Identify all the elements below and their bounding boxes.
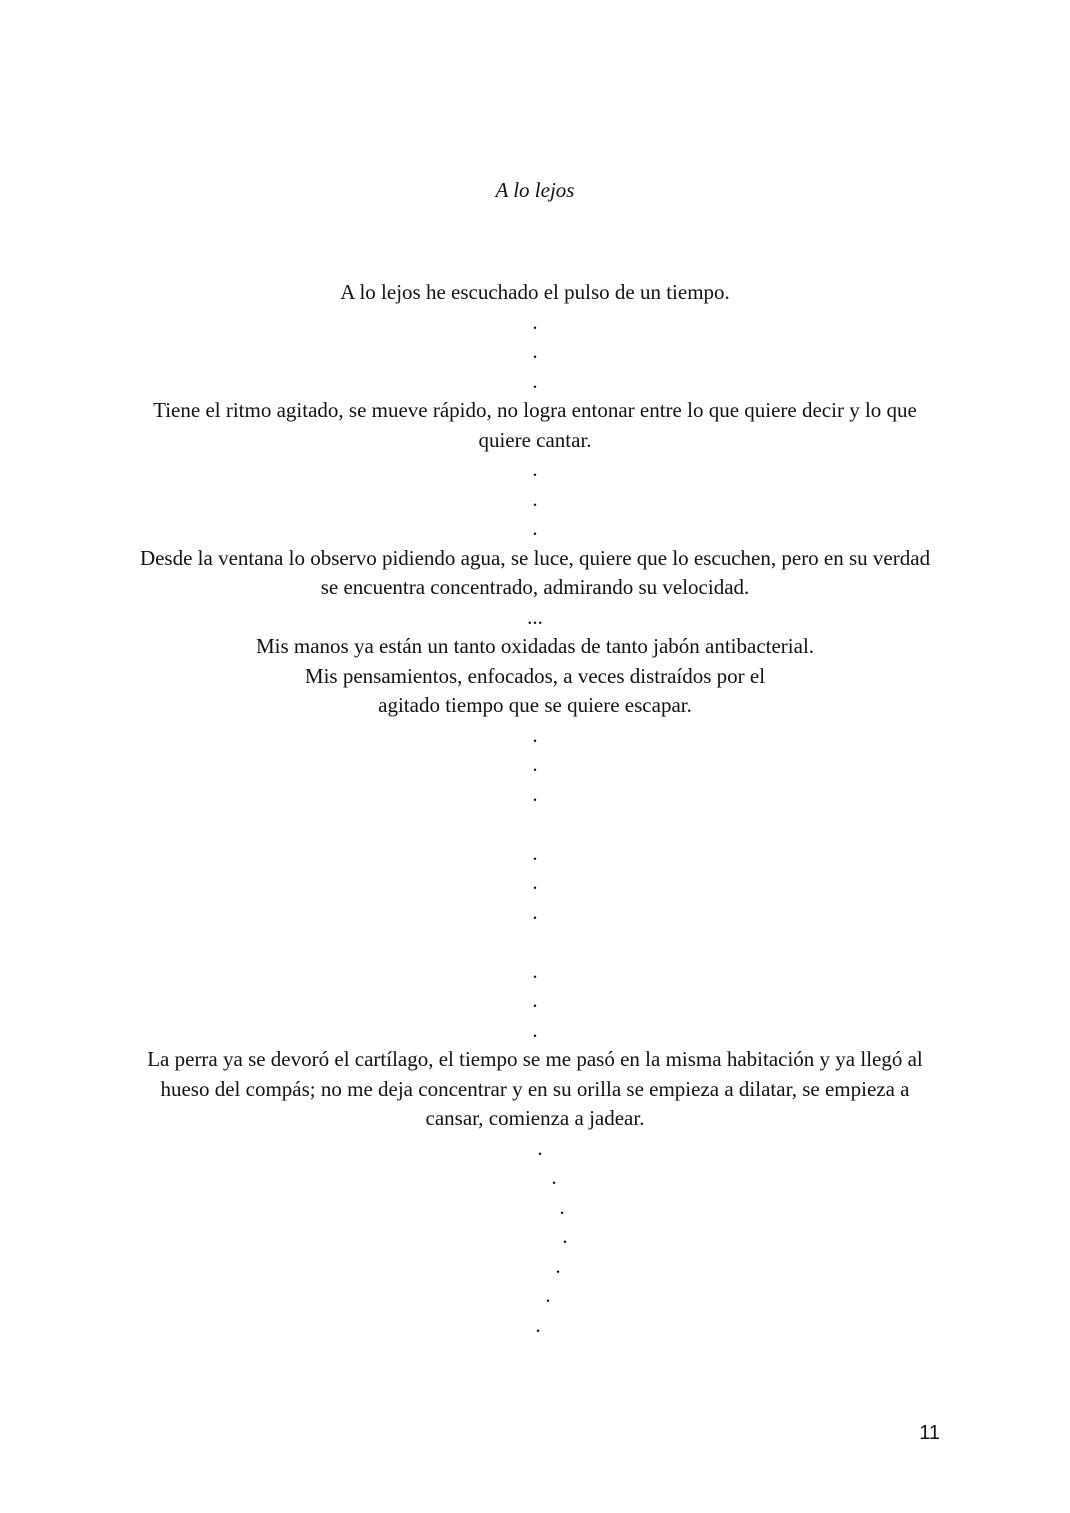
poem-line: Mis pensamientos, enfocados, a veces distraídos por el bbox=[304, 663, 766, 688]
poem-body bbox=[130, 278, 940, 1340]
poem-line: La perra ya se devoró el cartílago, el tiempo se me pasó en la misma habitación y ya llegó al hueso del compás; no me deja concentrar y en su orilla se empieza a dilatar, se empieza a cansar, comienza a jadear. bbox=[147, 1047, 923, 1130]
poem-line: Tiene el ritmo agitado, se mueve rápido, no logra entonar entre lo que quiere decir y lo que quiere cantar. bbox=[153, 398, 917, 452]
dot-separator: . bbox=[532, 899, 538, 924]
dot-separator: . bbox=[555, 1253, 561, 1278]
dot-separator: . bbox=[532, 339, 538, 363]
ellipsis-separator: ... bbox=[527, 604, 543, 629]
dot-separator: . bbox=[532, 457, 538, 481]
dot-separator: . bbox=[537, 1135, 543, 1160]
poem-title: A lo lejos bbox=[495, 178, 575, 202]
dot-separator: . bbox=[532, 516, 538, 540]
dot-separator: . bbox=[532, 870, 538, 894]
dot-separator: . bbox=[559, 1194, 565, 1219]
dot-separator: . bbox=[532, 958, 538, 983]
dot-separator: . bbox=[551, 1165, 557, 1189]
blank-line bbox=[130, 809, 940, 839]
dot-separator: . bbox=[532, 988, 538, 1012]
blank-line bbox=[130, 927, 940, 957]
dot-separator: . bbox=[532, 752, 538, 776]
dot-separator: . bbox=[532, 840, 538, 865]
poem-line: agitado tiempo que se quiere escapar. bbox=[378, 693, 692, 717]
dot-separator: . bbox=[532, 1017, 538, 1042]
dot-separator: . bbox=[532, 722, 538, 747]
dot-separator: . bbox=[532, 309, 538, 334]
page-number: 11 bbox=[919, 1422, 940, 1444]
poem-line: Desde la ventana lo observo pidiendo agua, se luce, quiere que lo escuchen, pero en su verdad se encuentra concentrado, admirando su velocidad. bbox=[139, 545, 931, 599]
dot-separator: . bbox=[532, 368, 538, 393]
dot-separator: . bbox=[545, 1283, 551, 1307]
dot-separator: . bbox=[532, 486, 538, 511]
poem-line: Mis manos ya están un tanto oxidadas de tanto jabón antibacterial. bbox=[255, 634, 815, 658]
poem-line: A lo lejos he escuchado el pulso de un tiempo. bbox=[340, 280, 730, 304]
dot-separator: . bbox=[532, 781, 538, 806]
dot-separator: . bbox=[562, 1224, 568, 1248]
dot-separator: . bbox=[535, 1312, 541, 1337]
